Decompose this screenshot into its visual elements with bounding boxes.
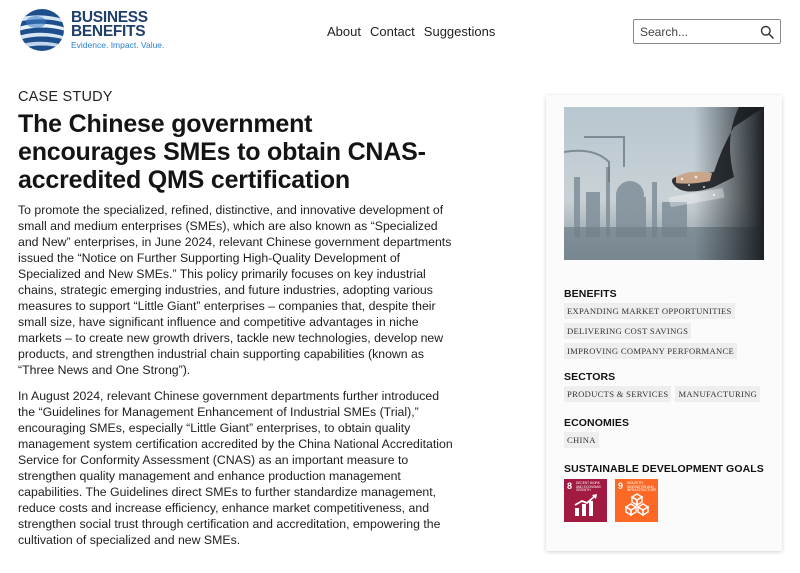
economies-section xyxy=(564,417,774,448)
nav-about-link[interactable]: About xyxy=(327,24,361,39)
benefits-heading: BENEFITS xyxy=(564,288,617,300)
sdg-9-tile[interactable] xyxy=(615,479,658,522)
article xyxy=(18,89,456,548)
sdg-label: INDUSTRY, INNOVATION AND INFRASTRUCTURE xyxy=(627,481,657,493)
sdg-label: DECENT WORK AND ECONOMIC GROWTH xyxy=(576,481,602,493)
benefit-tag[interactable]: DELIVERING COST SAVINGS xyxy=(564,323,691,339)
search-icon[interactable] xyxy=(760,25,774,39)
article-paragraph-1: To promote the specialized, refined, distinctive, and innovative development of small and medium enterprises (SMEs), which are also known as “Specialized and New” enterprises, in June 2024, relevant Chinese government departments issued the “Notice on Further Supporting High-Quality Development of Specialized and New SMEs.” This policy primarily focuses on key industrial chains, strategic emerging industries, and future industries, adopting various measures to support “Little Giant” enterprises – companies that, despite their small size, have significant influence and competitive advantages in niche markets – to create new growth drivers, tackle new technologies, develop new products, and strengthen industrial chain supporting capabilities (known as “Three News and One Strong”). xyxy=(18,203,452,377)
logo-line-1: BUSINESS xyxy=(71,8,148,26)
search-input[interactable] xyxy=(640,25,758,39)
economies-heading: ECONOMIES xyxy=(564,417,630,429)
site-header xyxy=(0,0,800,62)
sector-tag[interactable]: PRODUCTS & SERVICES xyxy=(564,386,671,402)
economy-tag[interactable]: CHINA xyxy=(564,432,599,448)
case-study-sidebar xyxy=(546,95,782,551)
sdg-section xyxy=(564,463,774,522)
sdg-heading: SUSTAINABLE DEVELOPMENT GOALS xyxy=(564,463,764,475)
globe-logo-icon xyxy=(18,8,66,52)
article-kicker: CASE STUDY xyxy=(18,89,113,105)
sectors-section xyxy=(564,371,774,402)
growth-chart-icon xyxy=(573,493,599,517)
article-title: The Chinese government encourages SMEs to obtain CNAS-accredited QMS certification xyxy=(18,110,426,194)
search-box xyxy=(633,19,781,44)
sdg-number: 9 xyxy=(618,481,624,491)
sectors-heading: SECTORS xyxy=(564,371,616,383)
sdg-8-tile[interactable] xyxy=(564,479,607,522)
nav-suggestions-link[interactable]: Suggestions xyxy=(423,24,496,39)
sdg-number: 8 xyxy=(567,481,573,491)
benefit-tag[interactable]: EXPANDING MARKET OPPORTUNITIES xyxy=(564,303,735,319)
sector-tag[interactable]: MANUFACTURING xyxy=(675,386,760,402)
article-paragraph-2: In August 2024, relevant Chinese government departments further introduced the “Guidelines for Management Enhancement of Industrial SMEs (Trial),” encouraging SMEs, especially “Little Giant” enterprises, to obtain quality management system certification accredited by the China National Accreditation Service for Conformity Assessment (CNAS) as an important measure to strengthen quality management and enhance production management capabilities. The Guidelines direct SMEs to further standardize management, reduce costs and increase efficiency, enhance market competitiveness, and strengthen social trust through certification and accreditation, empowering the cultivation of specialized and new SMEs. xyxy=(18,389,453,547)
cubes-icon xyxy=(624,493,650,517)
logo-line-2: BENEFITS xyxy=(71,22,146,40)
benefit-tag[interactable]: IMPROVING COMPANY PERFORMANCE xyxy=(564,343,737,359)
main-nav xyxy=(327,24,495,39)
site-logo[interactable] xyxy=(18,8,164,52)
hero-image xyxy=(564,107,764,260)
nav-contact-link[interactable]: Contact xyxy=(369,24,415,39)
benefits-section xyxy=(564,288,774,359)
logo-tagline: Evidence. Impact. Value. xyxy=(71,39,165,50)
